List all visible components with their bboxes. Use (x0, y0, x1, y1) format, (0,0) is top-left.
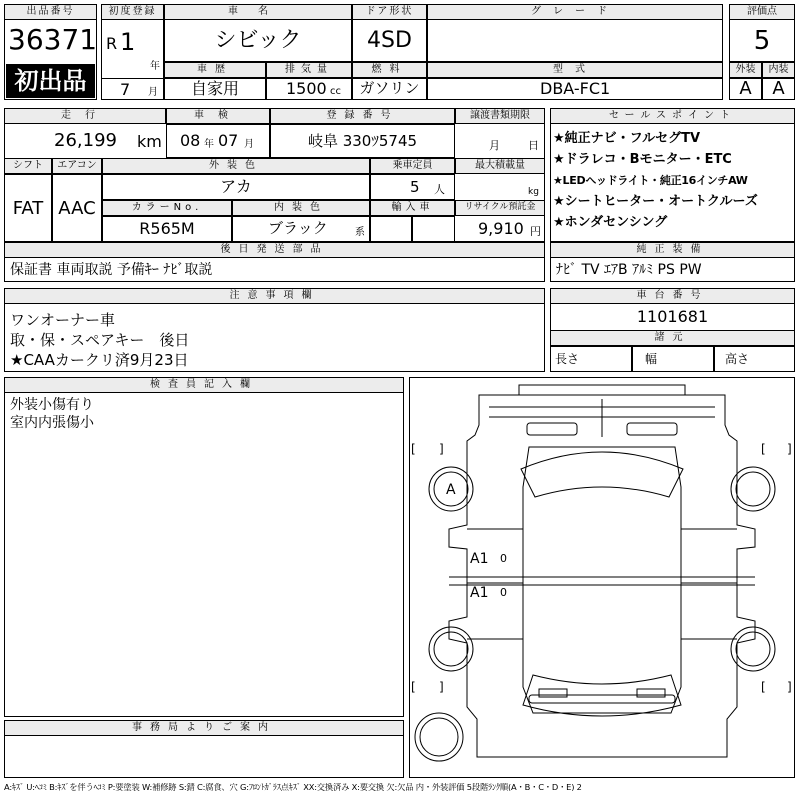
sales-point-3: ★LEDヘッドライト・純正16インチAW (553, 174, 748, 187)
capacity-unit: 人 (434, 183, 445, 196)
inspector-line-1: 外装小傷有り (10, 397, 94, 413)
era-year: 1 (120, 28, 136, 56)
bracket-right-top: [ (761, 442, 766, 456)
damage-mark-wheel: A (446, 482, 456, 498)
import-label: 輸入車 (370, 200, 455, 216)
ac-label: エアコン (52, 158, 102, 174)
width-label: 幅 (645, 352, 658, 366)
load-unit: kg (528, 187, 539, 197)
later-parts-label: 後日発送部品 (4, 242, 545, 258)
spare-wheel-inner (420, 718, 458, 756)
ext-color-label: 外装色 (102, 158, 370, 174)
ext-color-value: アカ (220, 177, 252, 196)
month-unit: 月 (148, 87, 158, 98)
shift-value: FAT (12, 198, 44, 219)
month: 7 (120, 80, 131, 99)
front-bumper (519, 385, 685, 395)
lot-number: 36371 (8, 23, 98, 56)
fuel-label: 燃料 (352, 62, 427, 78)
displacement-label: 排気量 (266, 62, 352, 78)
taillight-right (637, 689, 665, 697)
mileage-label: 走行 (4, 108, 166, 124)
office-label: 事務局よりご案内 (4, 720, 404, 736)
recycle-value: 9,910 (478, 219, 524, 238)
score-label: 評価点 (729, 4, 795, 20)
bracket-left-bottom-2: ] (439, 680, 444, 694)
recycle-label: リサイクル預託金 (455, 200, 545, 216)
inspector-line-2: 室内内張傷小 (10, 415, 94, 431)
ac-value: AAC (58, 198, 96, 219)
shift-label: シフト (4, 158, 52, 174)
chassis-label: 車台番号 (550, 288, 795, 304)
wheel-rear-right-inner (736, 632, 770, 666)
fuel-value: ガソリン (359, 79, 420, 97)
recycle-unit: 円 (530, 225, 541, 238)
later-parts-text: 保証書 車両取説 予備ｷｰ ﾅﾋﾞ取説 (10, 262, 213, 278)
sales-point-1: ★純正ナビ・フルセグTV (553, 131, 701, 146)
bracket-left-top-2: ] (439, 442, 444, 456)
note-line-3: ★CAAカークリ済9月23日 (10, 351, 189, 369)
bracket-right-top-2: ] (787, 442, 792, 456)
chassis-number: 1101681 (636, 307, 709, 326)
windshield (521, 452, 683, 497)
car-diagram (409, 377, 795, 778)
inspection-label: 車検 (166, 108, 270, 124)
bracket-left-bottom: [ (411, 680, 416, 694)
dims-label: 諸元 (550, 330, 795, 346)
displacement-unit: cc (330, 86, 341, 97)
damage-mark-front-door: A1 (470, 551, 489, 567)
int-color-label: 内装色 (232, 200, 370, 216)
sales-point-2: ★ドラレコ・Bモニター・ETC (553, 152, 732, 167)
sales-point-4: ★シートヒーター・オートクルーズ (553, 194, 758, 209)
displacement-value: 1500 (286, 79, 327, 98)
car-name: シビック (214, 28, 302, 53)
car-name-label: 車名 (164, 4, 352, 20)
int-color-unit: 系 (355, 227, 365, 238)
lot-number-label: 出品番号 (4, 4, 97, 20)
int-color-value: ブラック (268, 219, 328, 237)
color-no-value: R565M (139, 219, 195, 238)
mileage-value: 26,199 (54, 130, 117, 151)
sales-points-label: セールスポイント (550, 108, 795, 124)
equipment-label: 純正装備 (550, 242, 795, 258)
interior-grade: A (772, 78, 785, 99)
bracket-right-bottom: [ (761, 680, 766, 694)
bracket-right-bottom-2: ] (787, 680, 792, 694)
capacity-value: 5 (410, 178, 420, 196)
inspection-year: 08 (180, 131, 201, 150)
door-type: 4SD (367, 28, 412, 53)
rear-bumper (529, 695, 675, 703)
taillight-left (539, 689, 567, 697)
exterior-grade: A (739, 78, 752, 99)
first-listing-badge: 初出品 (6, 64, 95, 98)
load-label: 最大積載量 (455, 158, 545, 174)
interior-label: 内装 (762, 62, 795, 78)
first-reg-label: 初度登録 (101, 4, 164, 20)
sales-point-5: ★ホンダセンシング (553, 215, 668, 230)
import-cell-b (412, 216, 455, 242)
year-unit: 年 (150, 61, 160, 72)
era: R (106, 34, 118, 53)
inspection-year-unit: 年 (204, 139, 214, 150)
history-label: 車歴 (164, 62, 266, 78)
note-line-2: 取・保・スペアキー 後日 (10, 331, 190, 349)
headlight-left (527, 423, 577, 435)
score-value: 5 (753, 26, 771, 56)
wheel-front-right-inner (736, 472, 770, 506)
plate-label: 登録番号 (270, 108, 455, 124)
model-label: 型式 (427, 62, 723, 78)
bracket-left-top: [ (411, 442, 416, 456)
capacity-label: 乗車定員 (370, 158, 455, 174)
exterior-label: 外装 (729, 62, 762, 78)
inspection-month: 07 (218, 131, 239, 150)
legend-text: A:ｷｽﾞ U:ﾍｺﾐ B:ｷｽﾞを伴うﾍｺﾐ P:要塗装 W:補修跡 S:錆 C:腐食、穴 G:ﾌﾛﾝﾄｶﾞﾗｽ点ｷｽﾞ XX:交換済み X:要交換 欠:欠品 内・外装評価 5段階ﾗﾝｸ順(A・B・C・D・E) 2 (4, 783, 582, 792)
inspection-month-unit: 月 (244, 139, 254, 150)
wheel-rear-right (731, 627, 775, 671)
door-handle-front: 0 (500, 552, 507, 565)
notes-label: 注意事項欄 (4, 288, 545, 304)
history-value: 自家用 (190, 79, 239, 98)
door-label: ドア形状 (352, 4, 427, 20)
plate-value: 岐阜 330ﾂ5745 (307, 132, 418, 150)
import-cell-a (370, 216, 412, 242)
wheel-front-right (731, 467, 775, 511)
equipment-text: ﾅﾋﾞ TV ｴｱB ｱﾙﾐ PS PW (556, 262, 702, 278)
grade-label: グレード (427, 4, 723, 20)
model-value: DBA-FC1 (540, 79, 611, 98)
wheel-rear-left-inner (434, 632, 468, 666)
inspector-label: 検査員記入欄 (4, 377, 404, 393)
color-no-label: カラーNo. (102, 200, 232, 216)
first-reg-divider (101, 78, 164, 79)
wheel-rear-left (429, 627, 473, 671)
sales-points-list (553, 128, 758, 233)
transfer-label: 譲渡書類期限 (455, 108, 545, 124)
length-label: 長さ (555, 352, 580, 366)
inspector-list (10, 396, 94, 432)
headlight-right (627, 423, 677, 435)
damage-mark-rear-door: A1 (470, 585, 489, 601)
spare-wheel (415, 713, 463, 761)
transfer-month-unit: 月 (489, 139, 500, 152)
transfer-day-unit: 日 (528, 139, 539, 152)
notes-list (10, 310, 189, 370)
height-label: 高さ (725, 352, 750, 366)
note-line-1: ワンオーナー車 (10, 311, 116, 329)
door-handle-rear: 0 (500, 586, 507, 599)
mileage-unit: km (137, 132, 162, 151)
